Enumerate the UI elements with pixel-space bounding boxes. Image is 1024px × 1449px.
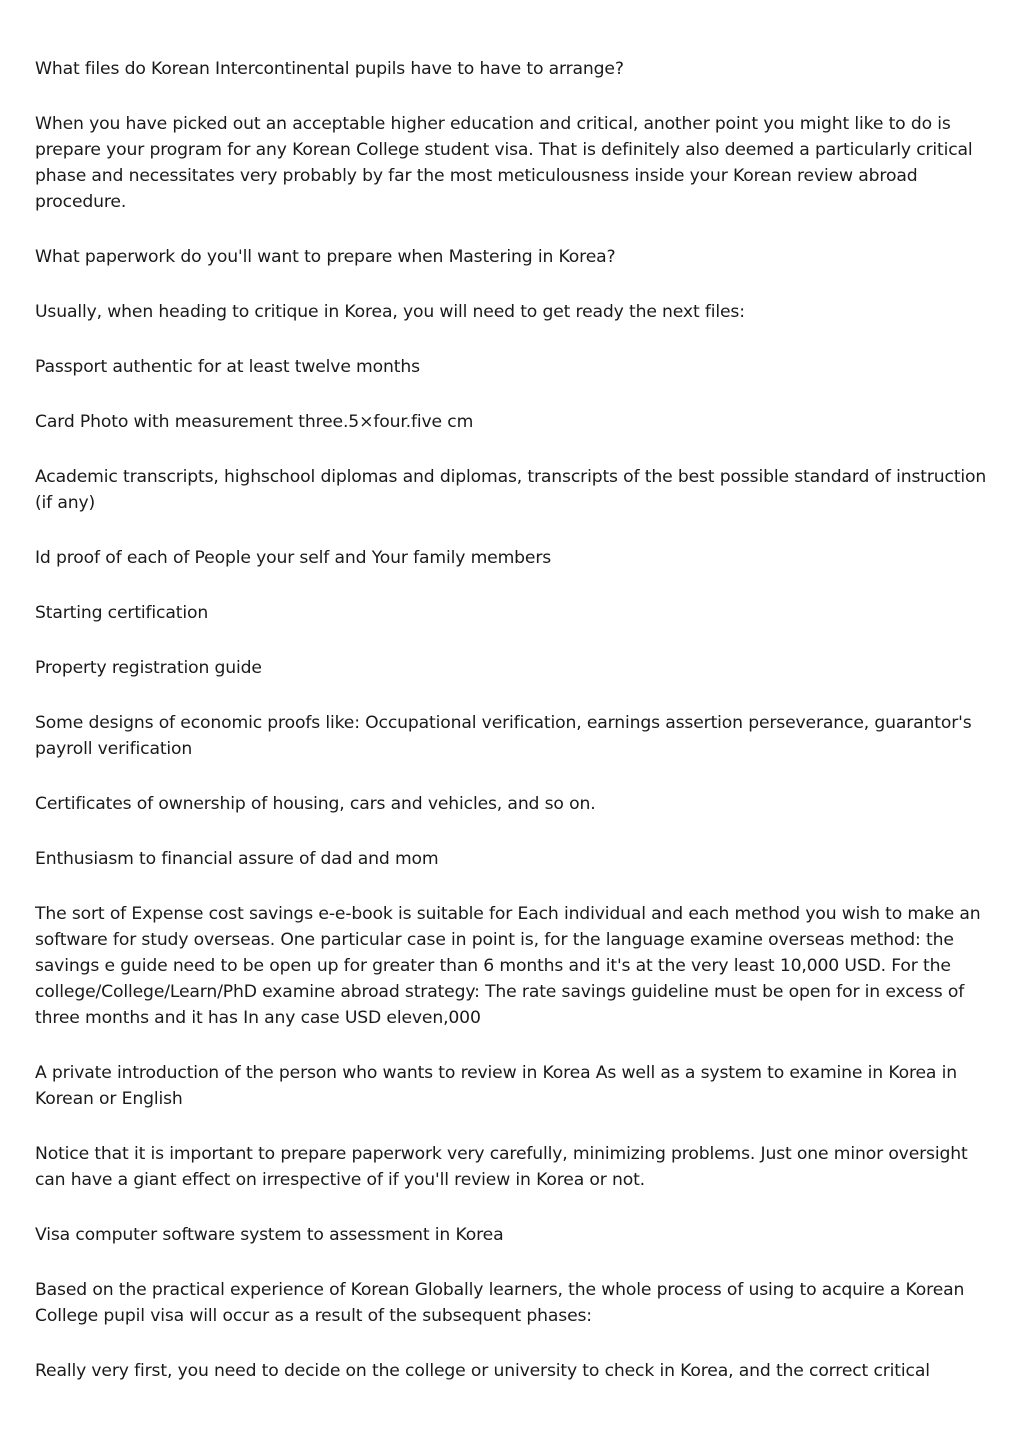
paragraph-savings-book: The sort of Expense cost savings e-e-book is suitable for Each individual and each method you wish to make an software for study overseas. One particular case in point is, for the language examine overseas method: the savings e guide need to be open up for greater than 6 months and it's at the very least 10,000 USD. For the college/College/Learn/PhD examine abroad strategy: The rate savings guideline must be open for in excess of three months and it has In any case USD eleven,000 [35, 904, 981, 1028]
paragraph-visa-phases: Based on the practical experience of Korean Globally learners, the whole process of using to acquire a Korean College pupil visa will occur as a result of the subsequent phases: [35, 1280, 965, 1326]
document-page [35, 56, 997, 1413]
paragraph-starting-certification: Starting certification [35, 603, 209, 623]
paragraph-transcripts: Academic transcripts, highschool diplomas and diplomas, transcripts of the best possible standard of instruction (if any) [35, 467, 987, 513]
paragraph-private-introduction: A private introduction of the person who wants to review in Korea As well as a system to examine in Korea in Korean or English [35, 1063, 957, 1109]
paragraph-first-step: Really very first, you need to decide on the college or university to check in Korea, and the correct critical [35, 1361, 930, 1381]
paragraph-property-registration: Property registration guide [35, 658, 262, 678]
paragraph-question-paperwork: What paperwork do you'll want to prepare when Mastering in Korea? [35, 247, 616, 267]
paragraph-question-files: What files do Korean Intercontinental pupils have to have to arrange? [35, 59, 624, 79]
paragraph-files-intro: Usually, when heading to critique in Korea, you will need to get ready the next files: [35, 302, 745, 322]
paragraph-card-photo: Card Photo with measurement three.5×four.five cm [35, 412, 474, 432]
paragraph-visa-system-heading: Visa computer software system to assessment in Korea [35, 1225, 504, 1245]
paragraph-notice: Notice that it is important to prepare paperwork very carefully, minimizing problems. Just one minor oversight can have a giant effect on irrespective of if you'll review in Korea or not. [35, 1144, 968, 1190]
paragraph-ownership-certificates: Certificates of ownership of housing, cars and vehicles, and so on. [35, 794, 596, 814]
paragraph-intro-visa: When you have picked out an acceptable higher education and critical, another point you might like to do is prepare your program for any Korean College student visa. That is definitely also deemed a particularly critical phase and necessitates very probably by far the most meticulousness inside your Korean review abroad procedure. [35, 114, 973, 212]
paragraph-economic-proofs: Some designs of economic proofs like: Occupational verification, earnings assertion perseverance, guarantor's payroll verification [35, 713, 972, 759]
paragraph-passport: Passport authentic for at least twelve months [35, 357, 420, 377]
paragraph-id-proof: Id proof of each of People your self and Your family members [35, 548, 552, 568]
paragraph-financial-assure: Enthusiasm to financial assure of dad and mom [35, 849, 439, 869]
